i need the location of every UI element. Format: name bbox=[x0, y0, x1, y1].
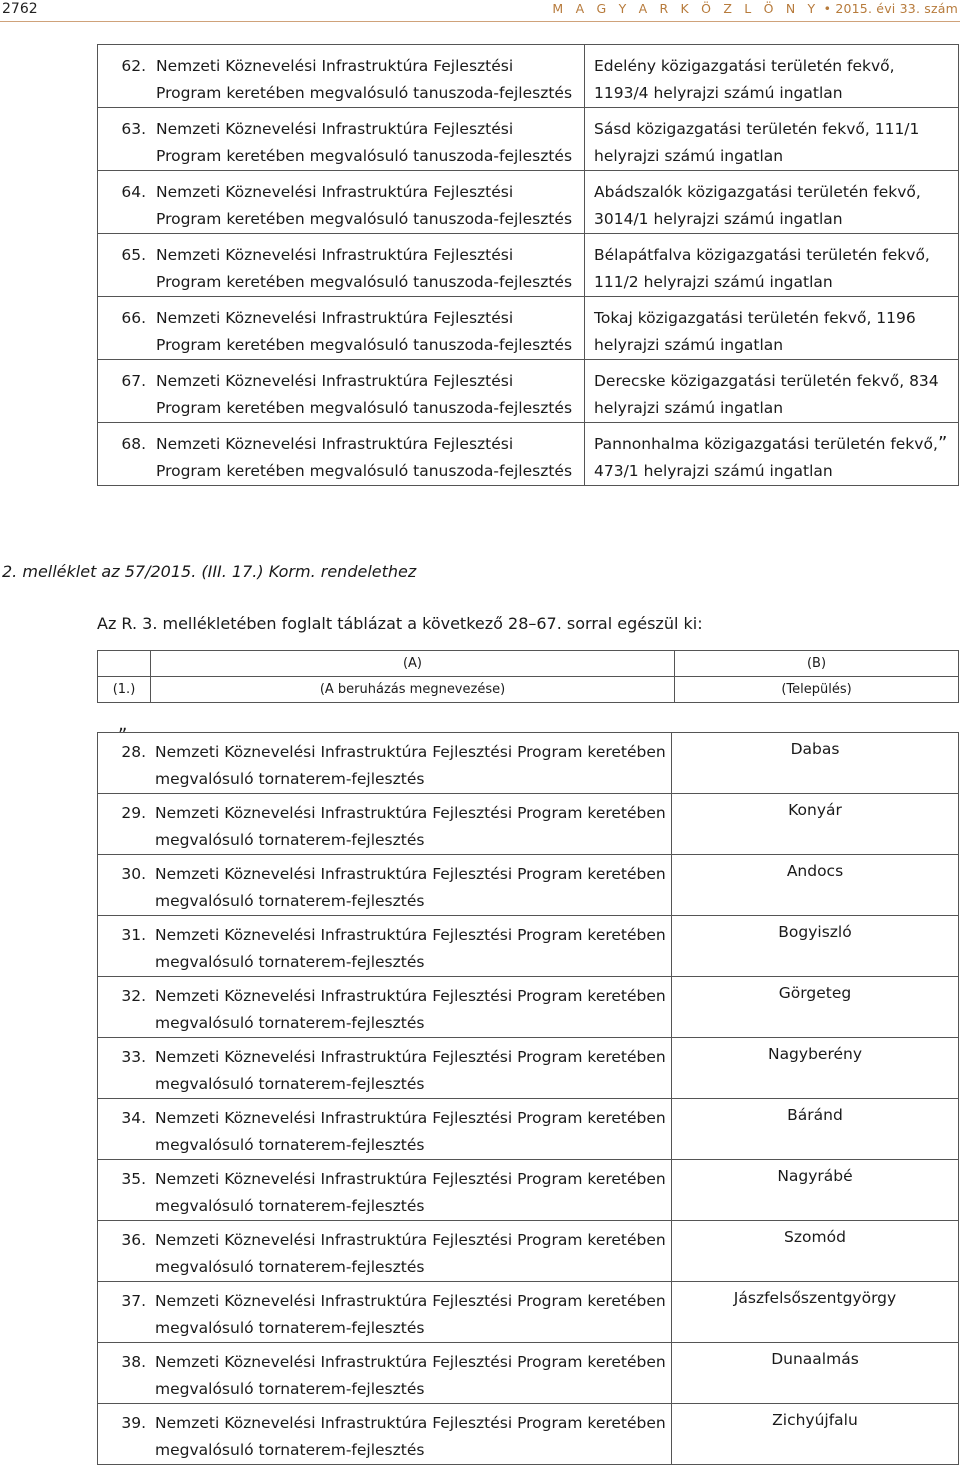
property-location: Sásd közigazgatási területén fekvő, 111/1 helyrajzi számú ingatlan bbox=[585, 108, 959, 171]
row-label-cell: (1.) bbox=[98, 677, 151, 703]
opening-quote-mark: „ bbox=[118, 714, 128, 735]
project-name: Nemzeti Köznevelési Infrastruktúra Fejlesztési Program keretében megvalósuló tornaterem-fejlesztés bbox=[146, 1343, 672, 1404]
table-row bbox=[98, 1404, 959, 1465]
table-row bbox=[98, 108, 959, 171]
town-name: Nagyberény bbox=[672, 1038, 959, 1099]
project-name: Nemzeti Köznevelési Infrastruktúra Fejlesztési Program keretében megvalósuló tornaterem-fejlesztés bbox=[146, 794, 672, 855]
bullet: • bbox=[823, 1, 832, 16]
row-number: 29. bbox=[98, 794, 147, 855]
table-row bbox=[98, 1221, 959, 1282]
project-name: Nemzeti Köznevelési Infrastruktúra Fejlesztési Program keretében megvalósuló tanuszoda-fejlesztés bbox=[146, 234, 585, 297]
table-row bbox=[98, 360, 959, 423]
table-row bbox=[98, 1343, 959, 1404]
town-name: Andocs bbox=[672, 855, 959, 916]
town-name: Báránd bbox=[672, 1099, 959, 1160]
swimming-pool-table bbox=[97, 44, 959, 486]
town-name: Dabas bbox=[672, 733, 959, 794]
town-name: Jászfelsőszentgyörgy bbox=[672, 1282, 959, 1343]
project-name: Nemzeti Köznevelési Infrastruktúra Fejlesztési Program keretében megvalósuló tornaterem-fejlesztés bbox=[146, 1160, 672, 1221]
running-head bbox=[552, 1, 958, 16]
annex-heading: 2. melléklet az 57/2015. (III. 17.) Korm. rendelethez bbox=[2, 562, 417, 581]
row-number: 65. bbox=[98, 234, 147, 297]
col-b-letter: (B) bbox=[675, 651, 959, 677]
table-row bbox=[98, 916, 959, 977]
project-name: Nemzeti Köznevelési Infrastruktúra Fejlesztési Program keretében megvalósuló tornaterem-fejlesztés bbox=[146, 1404, 672, 1465]
project-name: Nemzeti Köznevelési Infrastruktúra Fejlesztési Program keretében megvalósuló tanuszoda-fejlesztés bbox=[146, 297, 585, 360]
row-number: 66. bbox=[98, 297, 147, 360]
row-number: 33. bbox=[98, 1038, 147, 1099]
row-number: 67. bbox=[98, 360, 147, 423]
project-name: Nemzeti Köznevelési Infrastruktúra Fejlesztési Program keretében megvalósuló tornaterem-fejlesztés bbox=[146, 1099, 672, 1160]
row-number: 34. bbox=[98, 1099, 147, 1160]
row-number: 64. bbox=[98, 171, 147, 234]
table-row bbox=[98, 171, 959, 234]
issue-label: 2015. évi 33. szám bbox=[835, 1, 958, 16]
row-number: 63. bbox=[98, 108, 147, 171]
table-row bbox=[98, 1038, 959, 1099]
header-row-desc bbox=[98, 677, 959, 703]
col-a-desc: (A beruházás megnevezése) bbox=[151, 677, 675, 703]
annex-intro: Az R. 3. mellékletében foglalt táblázat a következő 28–67. sorral egészül ki: bbox=[97, 614, 703, 633]
project-name: Nemzeti Köznevelési Infrastruktúra Fejlesztési Program keretében megvalósuló tanuszoda-fejlesztés bbox=[146, 108, 585, 171]
table-row bbox=[98, 977, 959, 1038]
journal-title: M A G Y A R K Ö Z L Ö N Y bbox=[552, 1, 820, 16]
property-location: Bélapátfalva közigazgatási területén fekvő, 111/2 helyrajzi számú ingatlan bbox=[585, 234, 959, 297]
project-name: Nemzeti Köznevelési Infrastruktúra Fejlesztési Program keretében megvalósuló tornaterem-fejlesztés bbox=[146, 1221, 672, 1282]
col-a-letter: (A) bbox=[151, 651, 675, 677]
empty-corner-cell bbox=[98, 651, 151, 677]
header-row-letters bbox=[98, 651, 959, 677]
project-name: Nemzeti Köznevelési Infrastruktúra Fejlesztési Program keretében megvalósuló tornaterem-fejlesztés bbox=[146, 855, 672, 916]
table-row bbox=[98, 1099, 959, 1160]
row-number: 39. bbox=[98, 1404, 147, 1465]
table-row bbox=[98, 423, 959, 486]
row-number: 62. bbox=[98, 45, 147, 108]
property-location: Abádszalók közigazgatási területén fekvő, 3014/1 helyrajzi számú ingatlan bbox=[585, 171, 959, 234]
property-location: Tokaj közigazgatási területén fekvő, 1196 helyrajzi számú ingatlan bbox=[585, 297, 959, 360]
column-header-table bbox=[97, 650, 959, 703]
town-name: Nagyrábé bbox=[672, 1160, 959, 1221]
town-name: Görgeteg bbox=[672, 977, 959, 1038]
table-row bbox=[98, 1160, 959, 1221]
row-number: 28. bbox=[98, 733, 147, 794]
town-name: Bogyiszló bbox=[672, 916, 959, 977]
project-name: Nemzeti Köznevelési Infrastruktúra Fejlesztési Program keretében megvalósuló tanuszoda-fejlesztés bbox=[146, 45, 585, 108]
col-b-desc: (Település) bbox=[675, 677, 959, 703]
town-name: Szomód bbox=[672, 1221, 959, 1282]
project-name: Nemzeti Köznevelési Infrastruktúra Fejlesztési Program keretében megvalósuló tornaterem-fejlesztés bbox=[146, 1282, 672, 1343]
header-rule bbox=[0, 21, 960, 22]
table-row bbox=[98, 733, 959, 794]
town-name: Konyár bbox=[672, 794, 959, 855]
gym-table bbox=[97, 732, 959, 1465]
row-number: 30. bbox=[98, 855, 147, 916]
project-name: Nemzeti Köznevelési Infrastruktúra Fejlesztési Program keretében megvalósuló tornaterem-fejlesztés bbox=[146, 1038, 672, 1099]
table-row bbox=[98, 855, 959, 916]
row-number: 35. bbox=[98, 1160, 147, 1221]
project-name: Nemzeti Köznevelési Infrastruktúra Fejlesztési Program keretében megvalósuló tanuszoda-fejlesztés bbox=[146, 423, 585, 486]
page-number: 2762 bbox=[2, 1, 38, 17]
property-location: Pannonhalma közigazgatási területén fekvő, 473/1 helyrajzi számú ingatlan bbox=[585, 423, 959, 486]
row-number: 68. bbox=[98, 423, 147, 486]
page-header bbox=[0, 0, 960, 22]
project-name: Nemzeti Köznevelési Infrastruktúra Fejlesztési Program keretében megvalósuló tornaterem-fejlesztés bbox=[146, 916, 672, 977]
row-number: 37. bbox=[98, 1282, 147, 1343]
table-row bbox=[98, 297, 959, 360]
table-row bbox=[98, 794, 959, 855]
table-row bbox=[98, 1282, 959, 1343]
project-name: Nemzeti Köznevelési Infrastruktúra Fejlesztési Program keretében megvalósuló tanuszoda-fejlesztés bbox=[146, 360, 585, 423]
row-number: 36. bbox=[98, 1221, 147, 1282]
row-number: 32. bbox=[98, 977, 147, 1038]
row-number: 38. bbox=[98, 1343, 147, 1404]
town-name: Dunaalmás bbox=[672, 1343, 959, 1404]
table-row bbox=[98, 45, 959, 108]
property-location: Derecske közigazgatási területén fekvő, 834 helyrajzi számú ingatlan bbox=[585, 360, 959, 423]
row-number: 31. bbox=[98, 916, 147, 977]
project-name: Nemzeti Köznevelési Infrastruktúra Fejlesztési Program keretében megvalósuló tornaterem-fejlesztés bbox=[146, 977, 672, 1038]
property-location: Edelény közigazgatási területén fekvő, 1193/4 helyrajzi számú ingatlan bbox=[585, 45, 959, 108]
closing-quote-mark: ” bbox=[938, 433, 948, 454]
table-row bbox=[98, 234, 959, 297]
project-name: Nemzeti Köznevelési Infrastruktúra Fejlesztési Program keretében megvalósuló tanuszoda-fejlesztés bbox=[146, 171, 585, 234]
town-name: Zichyújfalu bbox=[672, 1404, 959, 1465]
project-name: Nemzeti Köznevelési Infrastruktúra Fejlesztési Program keretében megvalósuló tornaterem-fejlesztés bbox=[146, 733, 672, 794]
